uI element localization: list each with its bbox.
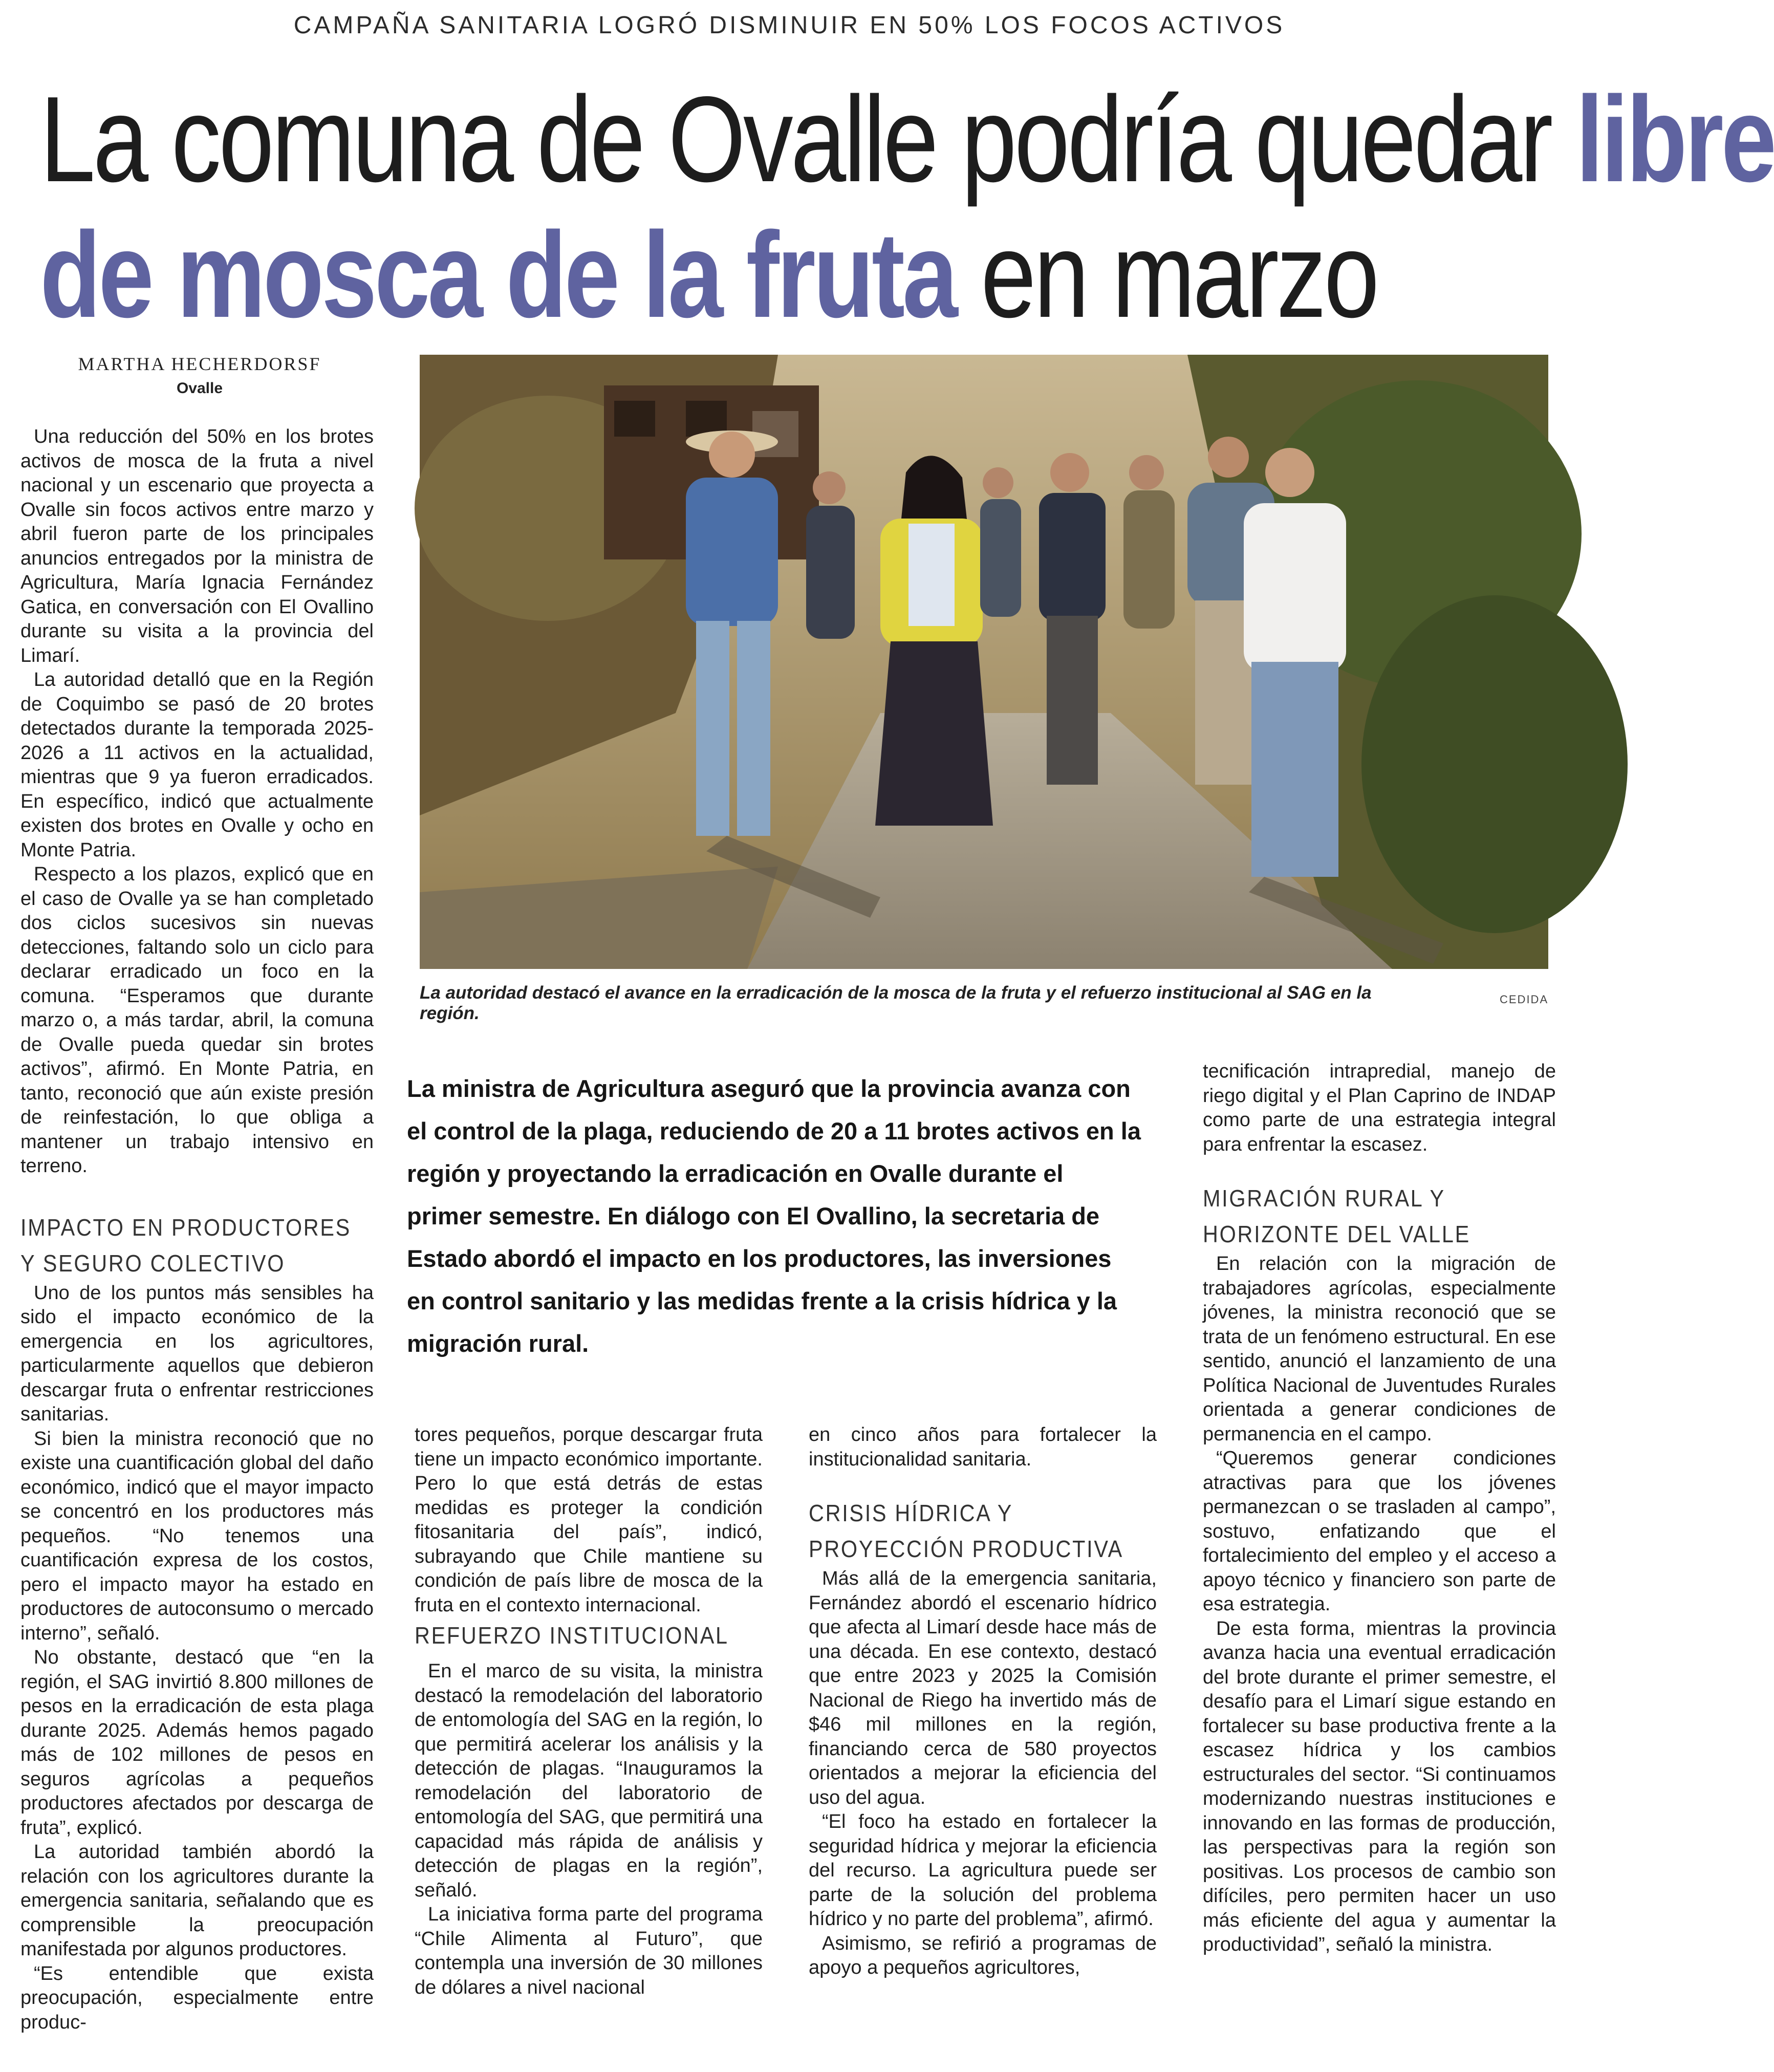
subheading: CRISIS HÍDRICA Y — [809, 1500, 1013, 1526]
paragraph: La autoridad detalló que en la Región de Coquimbo se pasó de 20 brotes detectados durante la temporada 2025-2026 a 11 activos en la actualidad, mientras que 9 ya fueron erradicados. En específico, indicó que actualmente existen dos brotes en Ovalle y ocho en Monte Patria. — [20, 669, 374, 861]
subheading: HORIZONTE DEL VALLE — [1203, 1221, 1470, 1247]
paragraph: En relación con la migración de trabajadores agrícolas, especialmente jóvenes, la ministra reconoció que se trata de un fenómeno estructural. En ese sentido, anunció el lanzamiento de una Política Nacional de Juventudes Rurales orientada a generar condiciones de permanencia en el campo. — [1203, 1253, 1556, 1445]
paragraph: Uno de los puntos más sensibles ha sido el impacto económico de la emergencia en los agricultores, particularmente aquellos que debieron descargar fruta o enfrentar restricciones sanitarias. — [20, 1282, 374, 1425]
paragraph: “Es entendible que exista preocupación, especialmente entre produc- — [20, 1962, 374, 2033]
byline-author: MARTHA HECHERDORSF — [78, 354, 321, 374]
paragraph: Una reducción del 50% en los brotes activos de mosca de la fruta a nivel nacional y un escenario que proyecta a Ovalle sin focos activos entre marzo y abril fueron parte de los principales anuncios entregados por la ministra de Agricultura, María Ignacia Fernández Gatica, en conversación con El Ovallino durante su visita a la provincia del Limarí. — [20, 426, 374, 666]
paragraph: tecnificación intrapredial, manejo de riego digital y el Plan Caprino de INDAP como parte de una estrategia integral para enfrentar la escasez. — [1203, 1061, 1556, 1155]
headline-highlight1: libre — [1575, 72, 1774, 207]
photo-caption: La autoridad destacó el avance en la erradicación de la mosca de la fruta y el refuerzo institucional al SAG en la región. — [420, 983, 1372, 1023]
subheading: MIGRACIÓN RURAL Y — [1203, 1185, 1445, 1212]
paragraph: “Queremos generar condiciones atractivas para que los jóvenes permanezcan o se trasladen al campo”, sostuvo, enfatizando que el fortalecimiento del empleo y el acceso a apoyo técnico y financiero son parte de esa estrategia. — [1203, 1448, 1556, 1615]
paragraph: La autoridad también abordó la relación con los agricultores durante la emergencia sanitaria, señalando que es comprensible la preocupación manifestada por algunos productores. — [20, 1841, 374, 1960]
column-2 — [415, 1423, 763, 2000]
paragraph: Más allá de la emergencia sanitaria, Fernández abordó el escenario hídrico que afecta al Limarí desde hace más de una década. En ese contexto, destacó que entre 2023 y 2025 la Comisión Nacional de Riego ha invertido más de $46 mil millones en la región, financiando cerca de 580 proyectos orientados a mejorar la eficiencia del uso del agua. — [809, 1568, 1157, 1808]
paragraph: La iniciativa forma parte del programa “Chile Alimenta al Futuro”, que contempla una inversión de 30 millones de dólares a nivel nacional — [415, 1904, 763, 1998]
headline-part2: en marzo — [955, 207, 1377, 343]
headline-part1: La comuna de Ovalle podría quedar — [40, 72, 1576, 207]
paragraph: Asimismo, se refirió a programas de apoyo a pequeños agricultores, — [809, 1932, 1157, 1978]
paragraph: No obstante, destacó que “en la región, el SAG invirtió 8.800 millones de pesos en la erradicación de esta plaga durante 2025. Además hemos pagado más de 102 millones de pesos en seguros agrícolas a pequeños productores afectados por descarga de fruta”, explicó. — [20, 1647, 374, 1839]
column-4 — [1203, 1060, 1556, 1957]
photo-credit: CEDIDA — [1500, 993, 1549, 1006]
paragraph: “El foco ha estado en fortalecer la seguridad hídrica y mejorar la eficiencia del recurso. La agricultura puede ser parte de la solución del problema hídrico y no parte del problema”, afirmó. — [809, 1811, 1157, 1930]
subheading: Y SEGURO COLECTIVO — [20, 1249, 286, 1277]
paragraph: en cinco años para fortalecer la institucionalidad sanitaria. — [809, 1424, 1157, 1470]
headline — [40, 72, 1774, 343]
subheading: IMPACTO EN PRODUCTORES — [20, 1214, 351, 1241]
headline-highlight2: de mosca de la fruta — [40, 207, 956, 343]
byline-place: Ovalle — [176, 380, 223, 397]
article-photo — [420, 355, 1548, 969]
column-3 — [809, 1423, 1157, 1980]
subheading: REFUERZO INSTITUCIONAL — [415, 1622, 729, 1649]
subheading: PROYECCIÓN PRODUCTIVA — [809, 1536, 1123, 1562]
column-1 — [20, 425, 374, 2035]
paragraph: Respecto a los plazos, explicó que en el caso de Ovalle ya se han completado dos ciclos sucesivos sin nuevas detecciones, faltando solo un ciclo para declarar erradicado un foco en la comuna. “Esperamos que durante marzo o, a más tardar, abril, la comuna de Ovalle pueda quedar sin brotes activos”, afirmó. En Monte Patria, en tanto, reconoció que aún existe presión de reinfestación, lo que obliga a mantener un trabajo intensivo en terreno. — [20, 864, 374, 1177]
paragraph: De esta forma, mientras la provincia avanza hacia una eventual erradicación del brote durante el primer semestre, el desafío para el Limarí sigue estando en fortalecer su base productiva frente a la escasez hídrica y los cambios estructurales del sector. “Si continuamos modernizando nuestras instituciones e innovando en las formas de producción, las perspectivas para la región son positivas. Los procesos de cambio son difíciles, pero permiten hacer un uso más eficiente del agua y aumentar la productividad”, señaló la ministra. — [1203, 1617, 1556, 1955]
article-deck: La ministra de Agricultura aseguró que la provincia avanza con el control de la plaga, reduciendo de 20 a 11 brotes activos en la región y proyectando la erradicación en Ovalle durante el primer semestre. En diálogo con El Ovallino, la secretaria de Estado abordó el impacto en los productores, las inversiones en control sanitario y las medidas frente a la crisis hídrica y la migración rural. — [407, 1075, 1141, 1357]
paragraph: tores pequeños, porque descargar fruta tiene un impacto económico importante. Pero lo que está detrás de estas medidas es proteger la condición fitosanitaria del país”, indicó, subrayando que Chile mantiene su condición de país libre de mosca de la fruta en el contexto internacional. — [415, 1424, 763, 1616]
paragraph: En el marco de su visita, la ministra destacó la remodelación del laboratorio de entomología del SAG en la región, lo que permitirá acelerar los análisis y la detección de plagas. “Inauguramos la remodelación del laboratorio de entomología del SAG, que permitirá una capacidad más rápida de análisis y detección de plagas en la región”, señaló. — [415, 1660, 763, 1901]
photo-illustration — [420, 355, 1548, 969]
kicker: CAMPAÑA SANITARIA LOGRÓ DISMINUIR EN 50% LOS FOCOS ACTIVOS — [293, 12, 1285, 39]
paragraph: Si bien la ministra reconoció que no existe una cuantificación global del daño económico, indicó que el mayor impacto se concentró en los productores más pequeños. “No tenemos una cuantificación expresa de los costos, pero el impacto mayor ha estado en productores de autoconsumo o mercado interno”, señaló. — [20, 1428, 374, 1644]
